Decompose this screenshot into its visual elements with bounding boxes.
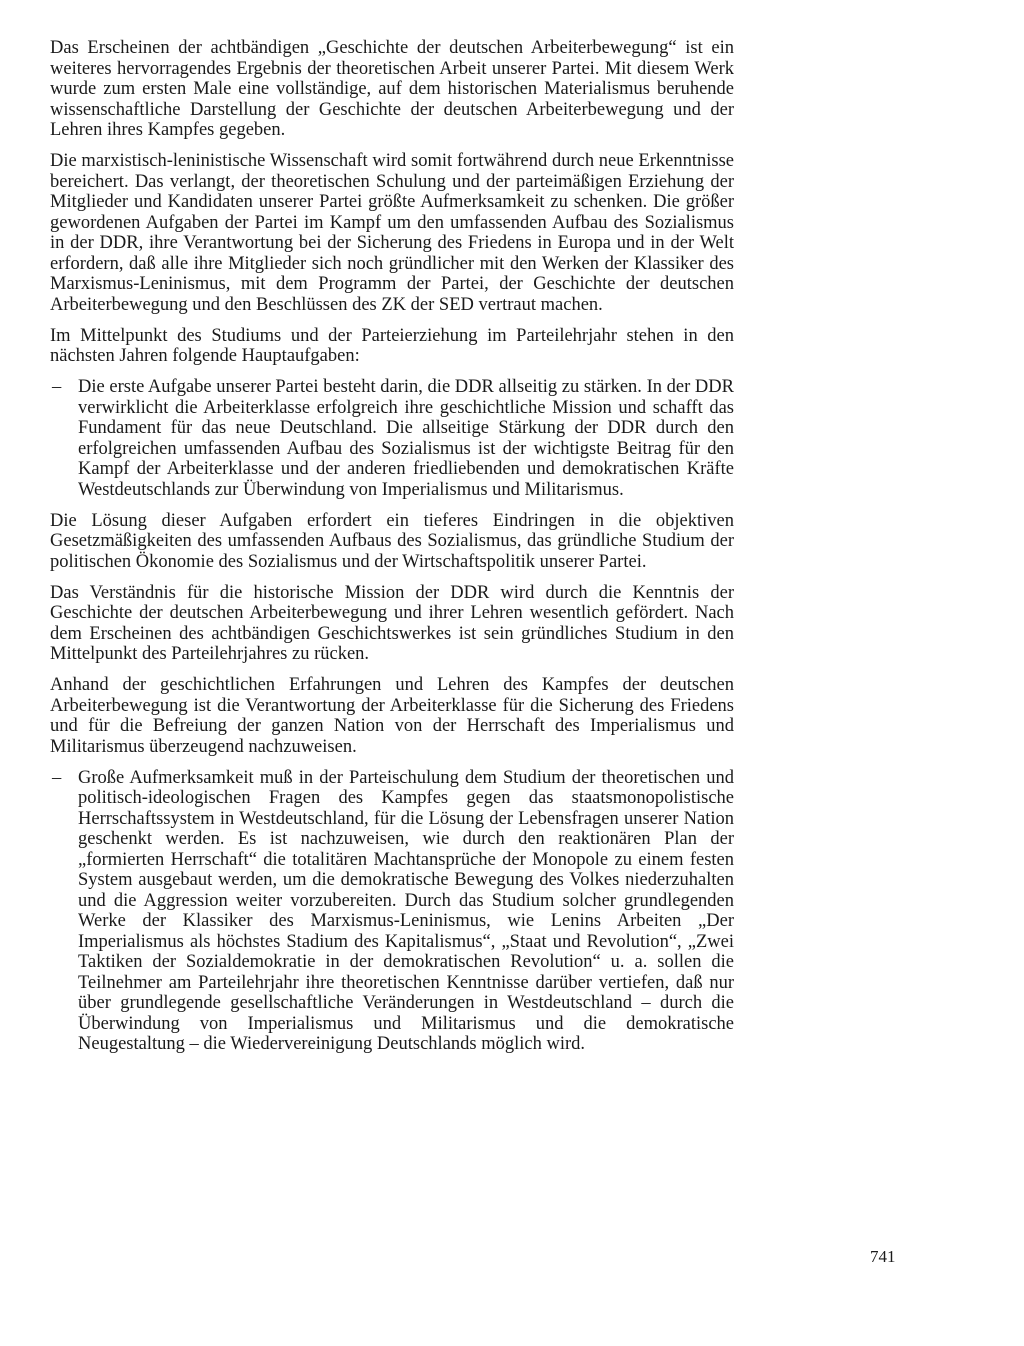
paragraph: Die Lösung dieser Aufgaben erfordert ein tieferes Eindringen in die objektiven Gesetzmäßigkeiten des umfassenden Aufbaus des Sozialismus, das gründliche Studium der politischen Ökonomie des Sozialismus und der Wirtschaftspolitik unserer Partei.: [50, 510, 734, 572]
page-body: [50, 38, 734, 1065]
paragraph: Das Verständnis für die historische Mission der DDR wird durch die Kenntnis der Geschichte der deutschen Arbeiterbewegung und ihrer Lehren wesentlich gefördert. Nach dem Erscheinen des achtbändigen Geschichtswerkes ist sein gründliches Studium in den Mittelpunkt des Parteilehrjahres zu rücken.: [50, 582, 734, 664]
page-number: 741: [870, 1247, 896, 1266]
dash-marker: –: [52, 767, 62, 788]
paragraph: Das Erscheinen der achtbändigen „Geschichte der deutschen Arbeiterbewegung“ ist ein weiteres hervorragendes Ergebnis der theoretischen Arbeit unserer Partei. Mit diesem Werk wurde zum ersten Male eine vollständige, auf dem historischen Materialismus beruhende wissenschaftliche Darstellung der Geschichte der deutschen Arbeiterbewegung und der Lehren ihres Kampfes gegeben.: [50, 38, 734, 140]
paragraph: Die marxistisch-leninistische Wissenschaft wird somit fortwährend durch neue Erkenntnisse bereichert. Das verlangt, der theoretischen Schulung und der parteimäßigen Erziehung der Mitglieder und Kandidaten unserer Partei größte Aufmerksamkeit zu schenken. Die größer gewordenen Aufgaben der Partei im Kampf um den umfassenden Aufbau des Sozialismus in der DDR, ihre Verantwortung bei der Sicherung des Friedens in Europa und in der Welt erfordern, daß alle ihre Mitglieder sich noch gründlicher mit den Werken der Klassiker des Marxismus-Leninismus, mit dem Programm der Partei, der Geschichte der deutschen Arbeiterbewegung und den Beschlüssen des ZK der SED vertraut machen.: [50, 151, 734, 315]
bullet-paragraph: [50, 377, 734, 500]
paragraph: Im Mittelpunkt des Studiums und der Parteierziehung im Parteilehrjahr stehen in den nächsten Jahren folgende Hauptaufgaben:: [50, 325, 734, 366]
bullet-paragraph: [50, 768, 734, 1055]
bullet-text: Die erste Aufgabe unserer Partei besteht darin, die DDR allseitig zu stärken. In der DDR verwirklicht die Arbeiterklasse erfolgreich ihre geschichtliche Mission und schafft das Fundament für das neue Deutschland. Die allseitige Stärkung der DDR durch den erfolgreichen umfassenden Aufbau des Sozialismus ist der wichtigste Beitrag für den Kampf der Arbeiterklasse und der anderen friedliebenden und demokratischen Kräfte Westdeutschlands zur Überwindung von Imperialismus und Militarismus.: [78, 377, 734, 500]
bullet-text: Große Aufmerksamkeit muß in der Parteischulung dem Studium der theoretischen und politisch-ideologischen Fragen des Kampfes gegen das staatsmonopolistische Herrschaftssystem in Westdeutschland, für die Lösung der Lebensfragen unserer Nation geschenkt werden. Es ist nachzuweisen, wie durch den reaktionären Plan der „formierten Herrschaft“ die totalitären Machtansprüche der Monopole zu einem festen System ausgebaut werden, um die demokratische Bewegung des Volkes niederzuhalten und die Aggression weiter vorzubereiten. Durch das Studium solcher grundlegenden Werke der Klassiker des Marxismus-Leninismus, wie Lenins Arbeiten „Der Imperialismus als höchstes Stadium des Kapitalismus“, „Staat und Revolution“, „Zwei Taktiken der Sozialdemokratie in der demokratischen Revolution“ u. a. sollen die Teilnehmer am Parteilehrjahr ihre theoretischen Kenntnisse darüber vertiefen, daß nur über grundlegende gesellschaftliche Veränderungen in Westdeutschland – durch die Überwindung von Imperialismus und Militarismus und die demokratische Neugestaltung – die Wiedervereinigung Deutschlands möglich wird.: [78, 767, 734, 1054]
dash-marker: –: [52, 377, 62, 397]
paragraph: Anhand der geschichtlichen Erfahrungen und Lehren des Kampfes der deutschen Arbeiterbewegung ist die Verantwortung der Arbeiterklasse für die Sicherung des Friedens und für die Befreiung der ganzen Nation von der Herrschaft des Imperialismus und Militarismus überzeugend nachzuweisen.: [50, 675, 734, 757]
